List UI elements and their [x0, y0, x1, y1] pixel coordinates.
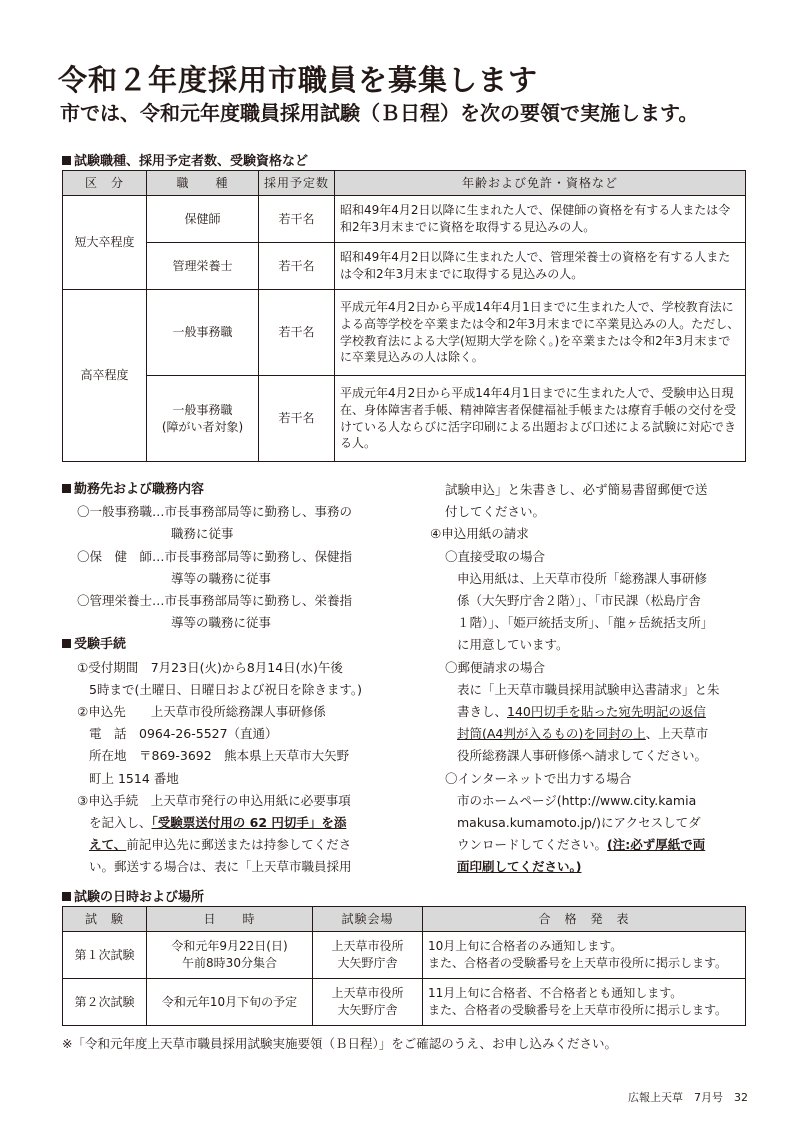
- pickup-line: 申込用紙は、上天草市役所「総務課人事研修: [457, 570, 708, 586]
- job-note: (障がい者対象): [161, 419, 244, 434]
- table-row: [63, 979, 746, 1026]
- section-heading-procedure: 受験手続: [62, 634, 402, 656]
- job-cell: 管理栄養士: [147, 243, 259, 290]
- page-title: 令和２年度採用市職員を募集します: [58, 63, 539, 97]
- duty-line: 導等の職務に従事: [171, 615, 272, 631]
- left-column: [62, 479, 402, 879]
- schedule-table: [62, 906, 746, 1026]
- address-line: 所在地 〒869-3692 熊本県上天草市大矢野: [89, 748, 350, 764]
- category-cell: 短大卒程度: [63, 196, 147, 290]
- qualification-cell: 昭和49年4月2日以降に生まれた人で、保健師の資格を有する人または令和2年3月末までに資格を取得する見込みの人。: [335, 196, 746, 243]
- venue-building: 大矢野庁舎: [337, 956, 398, 970]
- category-cell: 高卒程度: [63, 290, 147, 462]
- duty-line: 職務に従事: [171, 526, 234, 542]
- procedure-text: を記入し、: [89, 815, 152, 831]
- pickup-line: 係（大矢野庁舎２階）」、「市民課（松島庁舎: [457, 593, 701, 609]
- result-cell: [423, 932, 746, 979]
- col-header-qualification: 年齢および免許・資格など: [335, 171, 746, 196]
- procedure-line: ②申込先 上天草市役所総務課人事研修係: [77, 704, 326, 720]
- return-envelope-note: 140円切手を貼った宛先明記の返信: [507, 704, 706, 720]
- mail-line: 役所総務課人事研修係へ請求してください。: [457, 748, 708, 764]
- mail-line: 表に「上天草市職員採用試験申込書請求」と朱: [457, 681, 720, 697]
- internet-line: makusa.kumamoto.jp/)にアクセスしてダ: [457, 815, 701, 831]
- section-heading-schedule: 試験の日時および場所: [62, 886, 204, 905]
- table-row: [63, 290, 746, 376]
- procedure-line: [62, 834, 402, 856]
- phone-line: 電 話 0964-26-5527（直通）: [89, 726, 278, 742]
- venue-name: 上天草市役所: [331, 986, 404, 1001]
- pickup-line: に用意しています。: [457, 637, 569, 653]
- venue-building: 大矢野庁舎: [337, 1003, 398, 1017]
- print-note: 面印刷してください。): [457, 859, 582, 875]
- procedure-line: ③申込手続 上天草市発行の申込用紙に必要事項: [77, 792, 351, 808]
- col-header-count: 採用予定数: [259, 171, 335, 196]
- qualifications-table: [62, 170, 746, 462]
- print-note: (注:必ず厚紙で両: [607, 837, 706, 853]
- col-header-job: 職 種: [147, 171, 259, 196]
- procedure-text: 前記申込先に郵送または持参してくださ: [126, 837, 352, 853]
- procedure-line: 5時まで(土曜日、日曜日および祝日を除きます。): [89, 681, 362, 697]
- qualification-cell: 平成元年4月2日から平成14年4月1日までに生まれた人で、学校教育法による高等学校を卒業または令和2年3月末までに卒業見込みの人。ただし、学校教育法による大学(短期大学を除く。)を卒業または令和2年3月末までに卒業見込みの人は除く。: [335, 290, 746, 376]
- col-header-category: 区 分: [63, 171, 147, 196]
- mail-text: 書きし、: [457, 704, 508, 720]
- exam-date: 令和元年9月22日(日): [171, 939, 288, 954]
- table-row: [63, 376, 746, 462]
- mail-line: [430, 701, 750, 723]
- internet-line: [430, 834, 750, 856]
- table-row: [63, 196, 746, 243]
- mail-request-heading: 〇郵便請求の場合: [445, 659, 546, 675]
- col-header-exam: 試 験: [63, 907, 147, 932]
- col-header-venue: 試験会場: [313, 907, 423, 932]
- section-heading-qualifications: 試験職種、採用予定者数、受験資格など: [62, 150, 308, 169]
- col-header-result: 合 格 発 表: [423, 907, 746, 932]
- return-envelope-note: 封筒(A4判が入るもの)を同封の上: [457, 726, 646, 742]
- stamp-requirement: 「受験票送付用の 62 円切手」を添: [151, 815, 347, 831]
- job-cell: [147, 376, 259, 462]
- procedure-line: [62, 812, 402, 834]
- col-header-datetime: 日 時: [147, 907, 313, 932]
- count-cell: 若干名: [259, 196, 335, 243]
- result-line: また、合格者の受験番号を上天草市役所に掲示します。: [428, 1003, 728, 1017]
- exam-cell: 第２次試験: [63, 979, 147, 1026]
- internet-line: 市のホームページ(http://www.city.kamia: [457, 792, 697, 808]
- mail-text: 、上天草市: [645, 726, 709, 742]
- mail-line: [430, 723, 750, 745]
- stamp-requirement-end: えて、: [89, 837, 127, 853]
- count-cell: 若干名: [259, 243, 335, 290]
- venue-name: 上天草市役所: [331, 939, 404, 954]
- page-footer: 広報上天草 7月号 32: [628, 1091, 748, 1104]
- job-cell: 一般事務職: [147, 290, 259, 376]
- page-subtitle: 市では、令和元年度職員採用試験（Ｂ日程）を次の要領で実施します。: [60, 101, 699, 125]
- result-line: 10月上旬に合格者のみ通知します。: [428, 939, 623, 954]
- datetime-cell: [147, 932, 313, 979]
- qualification-cell: 平成元年4月2日から平成14年4月1日までに生まれた人で、受験申込日現在、身体障害者手帳、精神障害者保健福祉手帳または療育手帳の交付を受けている人ならびに活字印刷による出題および口述による試験に対応できる人。: [335, 376, 746, 462]
- internet-heading: 〇インターネットで出力する場合: [445, 770, 632, 786]
- result-line: 11月上旬に合格者、不合格者とも通知します。: [428, 986, 683, 1001]
- venue-cell: [313, 932, 423, 979]
- exam-time: 午前8時30分集合: [182, 956, 277, 970]
- job-name: 一般事務職: [172, 402, 233, 417]
- internet-text: ウンロードしてください。: [457, 837, 608, 853]
- right-column: [430, 479, 750, 879]
- application-form-heading: ④申込用紙の請求: [430, 526, 529, 542]
- duty-line: 〇一般事務職…市長事務部局等に勤務し、事務の: [77, 504, 353, 520]
- result-cell: [423, 979, 746, 1026]
- direct-pickup-heading: 〇直接受取の場合: [445, 548, 546, 564]
- procedure-line: 試験申込」と朱書きし、必ず簡易書留郵便で送: [445, 482, 708, 497]
- duty-line: 導等の職務に従事: [171, 570, 272, 586]
- result-line: また、合格者の受験番号を上天草市役所に掲示します。: [428, 956, 728, 970]
- datetime-cell: 令和元年10月下旬の予定: [147, 979, 313, 1026]
- venue-cell: [313, 979, 423, 1026]
- procedure-line: 付してください。: [445, 504, 546, 520]
- exam-cell: 第１次試験: [63, 932, 147, 979]
- table-row: [63, 932, 746, 979]
- table-row: [63, 243, 746, 290]
- job-cell: 保健師: [147, 196, 259, 243]
- duty-line: 〇管理栄養士…市長事務部局等に勤務し、栄養指: [77, 593, 353, 609]
- pickup-line: １階）」、「姫戸統括支所」、「龍ヶ岳統括支所」: [457, 615, 714, 631]
- procedure-line: い。郵送する場合は、表に「上天草市職員採用: [89, 859, 352, 875]
- count-cell: 若干名: [259, 376, 335, 462]
- footnote: ※「令和元年度上天草市職員採用試験実施要領（Ｂ日程）」をご確認のうえ、お申し込みください。: [62, 1036, 617, 1051]
- section-heading-duties: 勤務先および職務内容: [62, 479, 402, 501]
- duty-line: 〇保 健 師…市長事務部局等に勤務し、保健指: [77, 548, 353, 564]
- count-cell: 若干名: [259, 290, 335, 376]
- qualification-cell: 昭和49年4月2日以降に生まれた人で、管理栄養士の資格を有する人または令和2年3月末までに取得する見込みの人。: [335, 243, 746, 290]
- procedure-line: ①受付期間 7月23日(火)から8月14日(水)午後: [77, 659, 343, 675]
- address-line: 町上 1514 番地: [89, 770, 179, 786]
